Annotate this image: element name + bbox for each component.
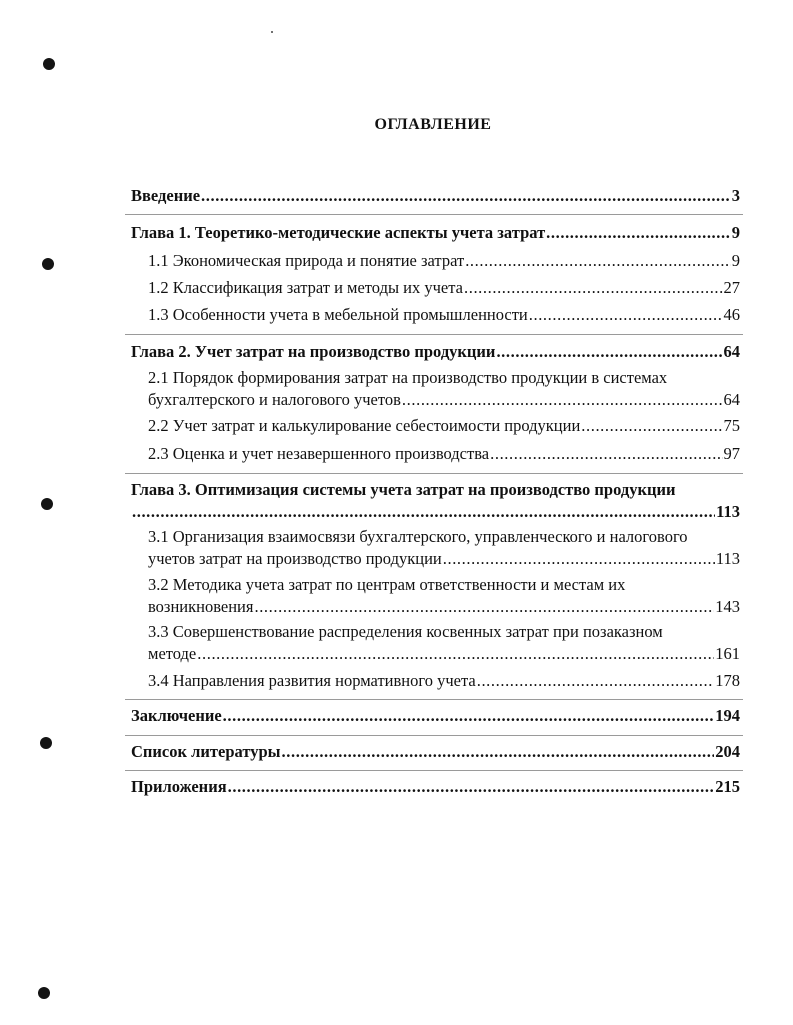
divider xyxy=(125,770,743,771)
toc-entry-conclusion[interactable] xyxy=(131,706,740,726)
toc-label: Приложения xyxy=(131,777,227,796)
toc-page-number: 75 xyxy=(723,416,740,435)
dot-leader xyxy=(529,305,723,325)
toc-label: 1.1 Экономическая природа и понятие затрат xyxy=(148,251,465,270)
toc-page-number: 46 xyxy=(723,305,740,324)
toc-entry-appendix[interactable] xyxy=(131,777,740,797)
toc-entry-section-1-2[interactable] xyxy=(148,278,740,298)
toc-page-number: 64 xyxy=(723,390,740,409)
dot-leader xyxy=(223,706,715,726)
dot-leader xyxy=(201,186,731,206)
toc-label-line-2: бухгалтерского и налогового учетов xyxy=(148,390,401,409)
dot-leader xyxy=(464,278,723,298)
toc-page-number: 178 xyxy=(715,671,740,690)
toc-entry-section-2-2[interactable] xyxy=(148,416,740,436)
toc-entry-section-3-3[interactable] xyxy=(148,621,740,665)
toc-label-line-1: 3.1 Организация взаимосвязи бухгалтерского, управленческого и налогового xyxy=(148,527,688,546)
divider xyxy=(125,473,743,474)
toc-entry-section-3-4[interactable] xyxy=(148,671,740,691)
toc-entry-section-3-2[interactable] xyxy=(148,574,740,618)
toc-label: Список литературы xyxy=(131,742,281,761)
dot-leader xyxy=(402,389,723,411)
toc-label: Введение xyxy=(131,186,201,205)
dot-leader xyxy=(443,548,715,570)
toc-page-number: 97 xyxy=(723,444,740,463)
toc-page-number: 113 xyxy=(715,549,740,568)
dot-leader xyxy=(465,251,731,271)
toc-entry-section-1-1[interactable] xyxy=(148,251,740,271)
dot-leader xyxy=(496,342,722,362)
toc-label: 2.2 Учет затрат и калькулирование себестоимости продукции xyxy=(148,416,581,435)
toc-page-number: 161 xyxy=(715,644,740,663)
punch-hole xyxy=(42,258,54,270)
toc-entry-section-2-3[interactable] xyxy=(148,444,740,464)
toc-label-line-2: возникновения xyxy=(148,597,254,616)
toc-label: Глава 2. Учет затрат на производство продукции xyxy=(131,342,496,361)
dot-leader xyxy=(581,416,722,436)
punch-hole xyxy=(41,498,53,510)
toc-page-number: 204 xyxy=(715,742,740,761)
toc-entry-intro[interactable] xyxy=(131,186,740,206)
toc-label: 1.3 Особенности учета в мебельной промышленности xyxy=(148,305,528,324)
toc-entry-section-3-1[interactable] xyxy=(148,526,740,570)
dot-leader xyxy=(197,643,714,665)
toc-label-line-2: методе xyxy=(148,644,197,663)
toc-entry-section-2-1[interactable] xyxy=(148,367,740,411)
toc-page-number: 9 xyxy=(731,223,740,242)
punch-hole xyxy=(38,987,50,999)
dot-leader xyxy=(490,444,722,464)
toc-page-number: 9 xyxy=(731,251,740,270)
toc-label: Глава 1. Теоретико-методические аспекты учета затрат xyxy=(131,223,546,242)
toc-label-line-1: 3.3 Совершенствование распределения косвенных затрат при позаказном xyxy=(148,622,663,641)
page-title: ОГЛАВЛЕНИЕ xyxy=(374,116,492,133)
punch-hole xyxy=(40,737,52,749)
dot-leader xyxy=(132,501,715,523)
toc-page-number: 64 xyxy=(723,342,740,361)
toc-page-number: 194 xyxy=(715,706,740,725)
toc-label: Заключение xyxy=(131,706,222,725)
toc-page-number: 143 xyxy=(715,597,740,616)
dot-leader xyxy=(546,223,731,243)
dot-leader xyxy=(228,777,715,797)
toc-entry-chapter-2[interactable] xyxy=(131,342,740,362)
divider xyxy=(125,699,743,700)
divider xyxy=(125,735,743,736)
dot-leader xyxy=(254,596,714,618)
scan-speck xyxy=(271,31,273,33)
toc-page-number: 215 xyxy=(715,777,740,796)
toc-entry-chapter-3[interactable] xyxy=(131,479,740,523)
dot-leader xyxy=(282,742,715,762)
toc-label-line-2: учетов затрат на производство продукции xyxy=(148,549,442,568)
toc-label: 3.4 Направления развития нормативного учета xyxy=(148,671,476,690)
toc-entry-references[interactable] xyxy=(131,742,740,762)
punch-hole xyxy=(43,58,55,70)
toc-label: 2.3 Оценка и учет незавершенного производства xyxy=(148,444,490,463)
toc-label: 1.2 Классификация затрат и методы их учета xyxy=(148,278,463,297)
toc-page-number: 113 xyxy=(716,502,740,521)
toc-entry-chapter-1[interactable] xyxy=(131,223,740,243)
toc-page-number: 3 xyxy=(731,186,740,205)
divider xyxy=(125,214,743,215)
toc-page-number: 27 xyxy=(723,278,740,297)
divider xyxy=(125,334,743,335)
toc-label-line-1: 2.1 Порядок формирования затрат на производство продукции в системах xyxy=(148,368,668,387)
toc-label-line-1: 3.2 Методика учета затрат по центрам ответственности и местам их xyxy=(148,575,626,594)
toc-label-line-1: Глава 3. Оптимизация системы учета затрат на производство продукции xyxy=(131,480,676,499)
dot-leader xyxy=(477,671,715,691)
toc-entry-section-1-3[interactable] xyxy=(148,305,740,325)
